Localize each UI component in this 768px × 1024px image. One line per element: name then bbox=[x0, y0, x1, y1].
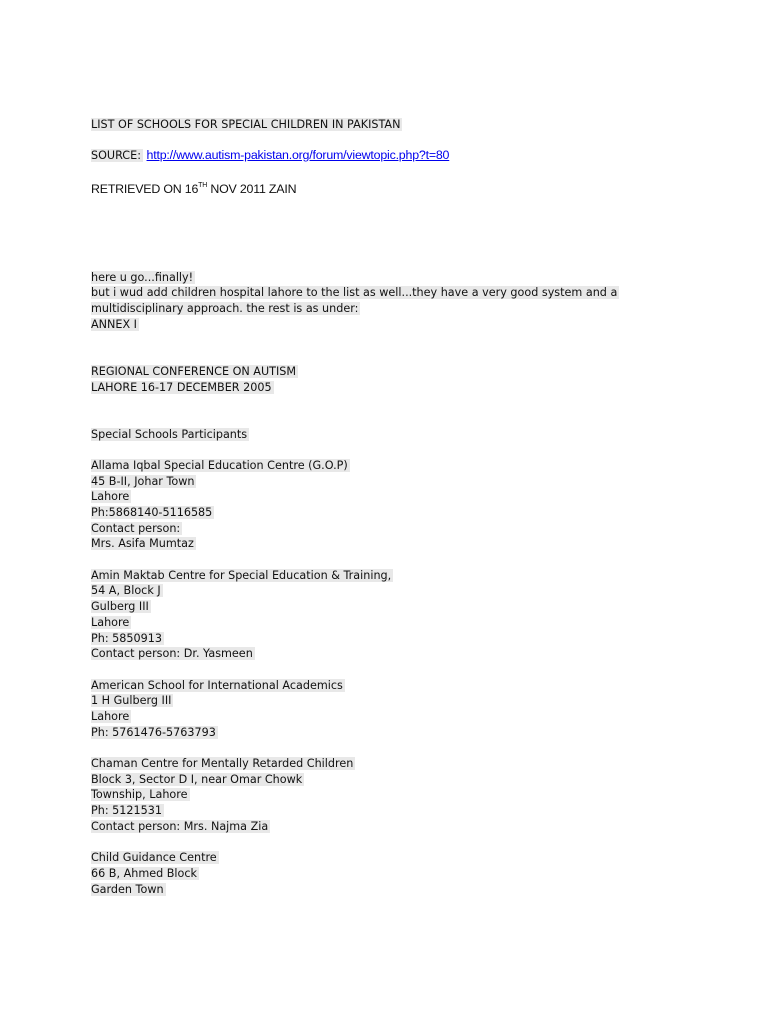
school-contact-name: Mrs. Asifa Mumtaz bbox=[91, 537, 194, 551]
school-entry bbox=[91, 850, 741, 897]
intro-line: but i wud add children hospital lahore to the list as well...they have a very good system and a bbox=[91, 286, 618, 300]
school-address: 1 H Gulberg III bbox=[91, 694, 172, 708]
school-entry bbox=[91, 458, 741, 552]
school-phone: Ph:5868140-5116585 bbox=[91, 506, 213, 520]
school-name: Allama Iqbal Special Education Centre (G.O.P) bbox=[91, 458, 348, 472]
section-heading: Special Schools Participants bbox=[91, 427, 248, 441]
school-entry bbox=[91, 678, 741, 741]
conference-date: LAHORE 16-17 DECEMBER 2005 bbox=[91, 380, 272, 394]
school-entry bbox=[91, 568, 741, 662]
school-phone: Ph: 5121531 bbox=[91, 804, 162, 818]
school-entry bbox=[91, 756, 741, 834]
school-contact: Contact person: Mrs. Najma Zia bbox=[91, 819, 269, 833]
intro-block bbox=[91, 270, 741, 333]
retrieved-suffix: NOV 2011 ZAIN bbox=[207, 181, 297, 196]
retrieved-superscript: TH bbox=[198, 181, 208, 189]
school-phone: Ph: 5850913 bbox=[91, 631, 162, 645]
school-contact-label: Contact person: bbox=[91, 521, 181, 535]
school-city: Lahore bbox=[91, 709, 130, 723]
school-name: Amin Maktab Centre for Special Education & Training, bbox=[91, 568, 392, 582]
school-address: 66 B, Ahmed Block bbox=[91, 866, 198, 880]
school-name: Chaman Centre for Mentally Retarded Children bbox=[91, 757, 354, 771]
school-city: Lahore bbox=[91, 490, 130, 504]
school-address: Block 3, Sector D I, near Omar Chowk bbox=[91, 772, 303, 786]
conference-title: REGIONAL CONFERENCE ON AUTISM bbox=[91, 364, 297, 378]
school-city: Township, Lahore bbox=[91, 788, 188, 802]
school-contact: Contact person: Dr. Yasmeen bbox=[91, 647, 253, 661]
intro-line: multidisciplinary approach. the rest is as under: bbox=[91, 302, 359, 316]
conference-block bbox=[91, 364, 741, 395]
school-area: Garden Town bbox=[91, 882, 164, 896]
source-link[interactable]: http://www.autism-pakistan.org/forum/viewtopic.php?t=80 bbox=[146, 147, 450, 162]
school-area: Gulberg III bbox=[91, 600, 149, 614]
retrieved-line bbox=[91, 178, 741, 197]
annex-label: ANNEX I bbox=[91, 317, 137, 331]
source-label: SOURCE: bbox=[91, 148, 141, 162]
school-address: 54 A, Block J bbox=[91, 584, 161, 598]
school-name: American School for International Academics bbox=[91, 678, 343, 692]
school-city: Lahore bbox=[91, 615, 130, 629]
school-name: Child Guidance Centre bbox=[91, 851, 217, 865]
source-line bbox=[91, 147, 741, 164]
intro-line: here u go...finally! bbox=[91, 270, 194, 284]
school-phone: Ph: 5761476-5763793 bbox=[91, 725, 216, 739]
retrieved-prefix: RETRIEVED ON 16 bbox=[91, 181, 199, 196]
document-title: LIST OF SCHOOLS FOR SPECIAL CHILDREN IN PAKISTAN bbox=[91, 118, 401, 131]
document-page bbox=[91, 117, 741, 897]
school-address: 45 B-II, Johar Town bbox=[91, 474, 195, 488]
